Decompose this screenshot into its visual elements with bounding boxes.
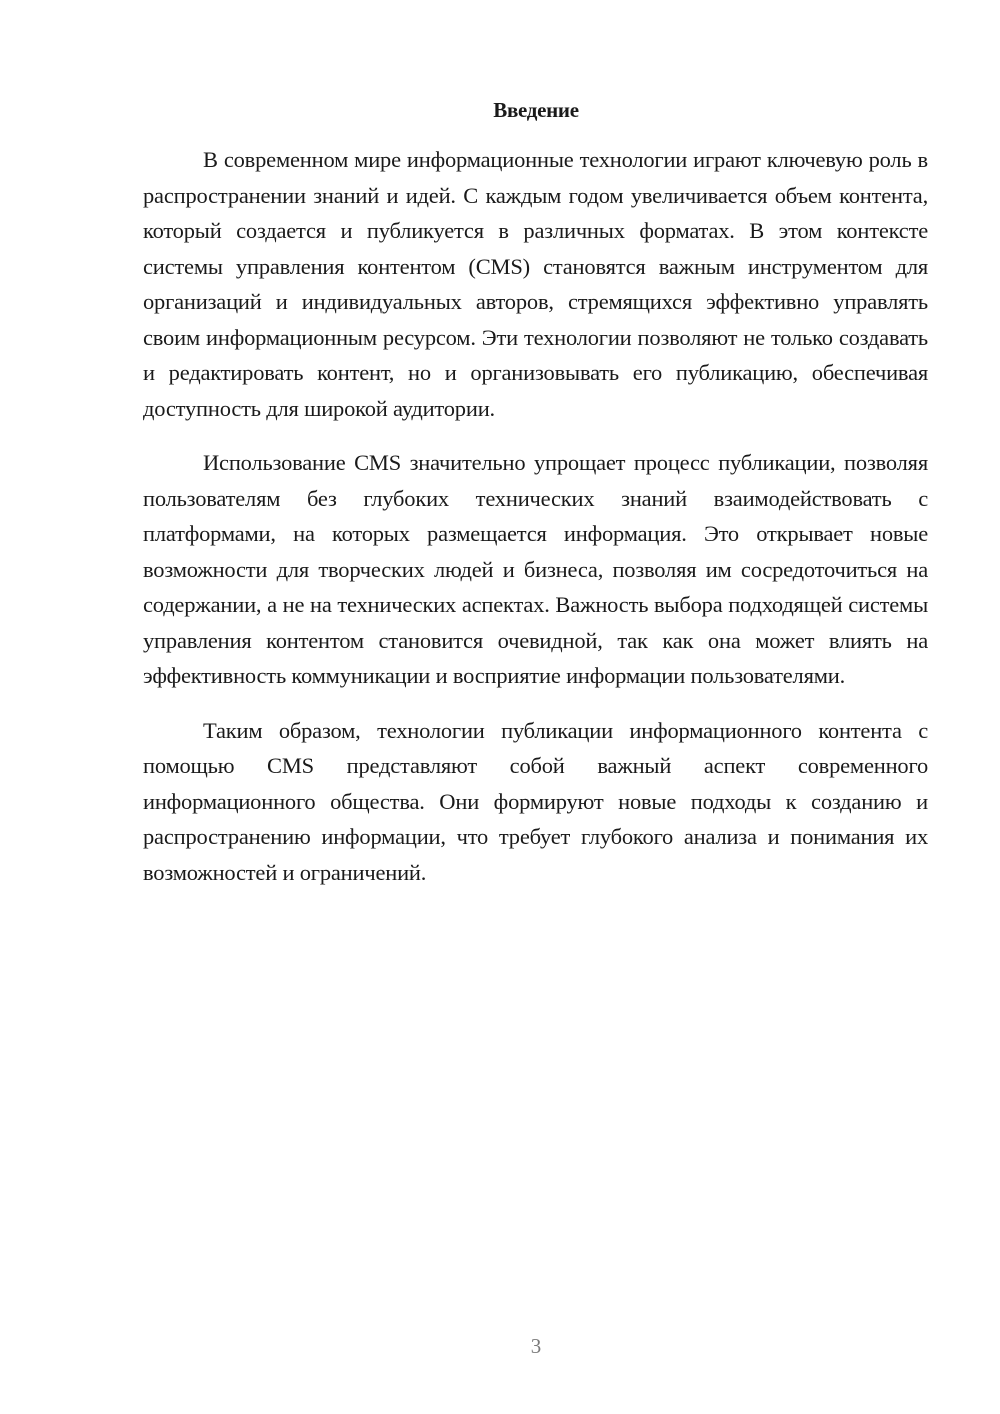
page-number: 3 (530, 1334, 542, 1358)
section-heading: Введение (493, 98, 579, 122)
paragraph-2: Использование CMS значительно упрощает процесс публикации, позволяя пользователям без глубоких технических знаний взаимодействовать с платформами, на которых размещается информация. Это открывает новые возможности для творческих людей и бизнеса, позволяя им сосредоточиться на содержании, а не на технических аспектах. Важность выбора подходящей системы управления контентом становится очевидной, так как она может влиять на эффективность коммуникации и восприятие информации пользователями. (143, 450, 928, 688)
paragraph-1: В современном мире информационные технологии играют ключевую роль в распространении знаний и идей. С каждым годом увеличивается объем контента, который создается и публикуется в различных форматах. В этом контексте системы управления контентом (CMS) становятся важным инструментом для организаций и индивидуальных авторов, стремящихся эффективно управлять своим информационным ресурсом. Эти технологии позволяют не только создавать и редактировать контент, но и организовывать его публикацию, обеспечивая доступность для широкой аудитории. (143, 147, 928, 421)
body-text (143, 142, 928, 890)
paragraph-3: Таким образом, технологии публикации информационного контента с помощью CMS представляют собой важный аспект современного информационного общества. Они формируют новые подходы к созданию и распространению информации, что требует глубокого анализа и понимания их возможностей и ограничений. (143, 717, 928, 885)
